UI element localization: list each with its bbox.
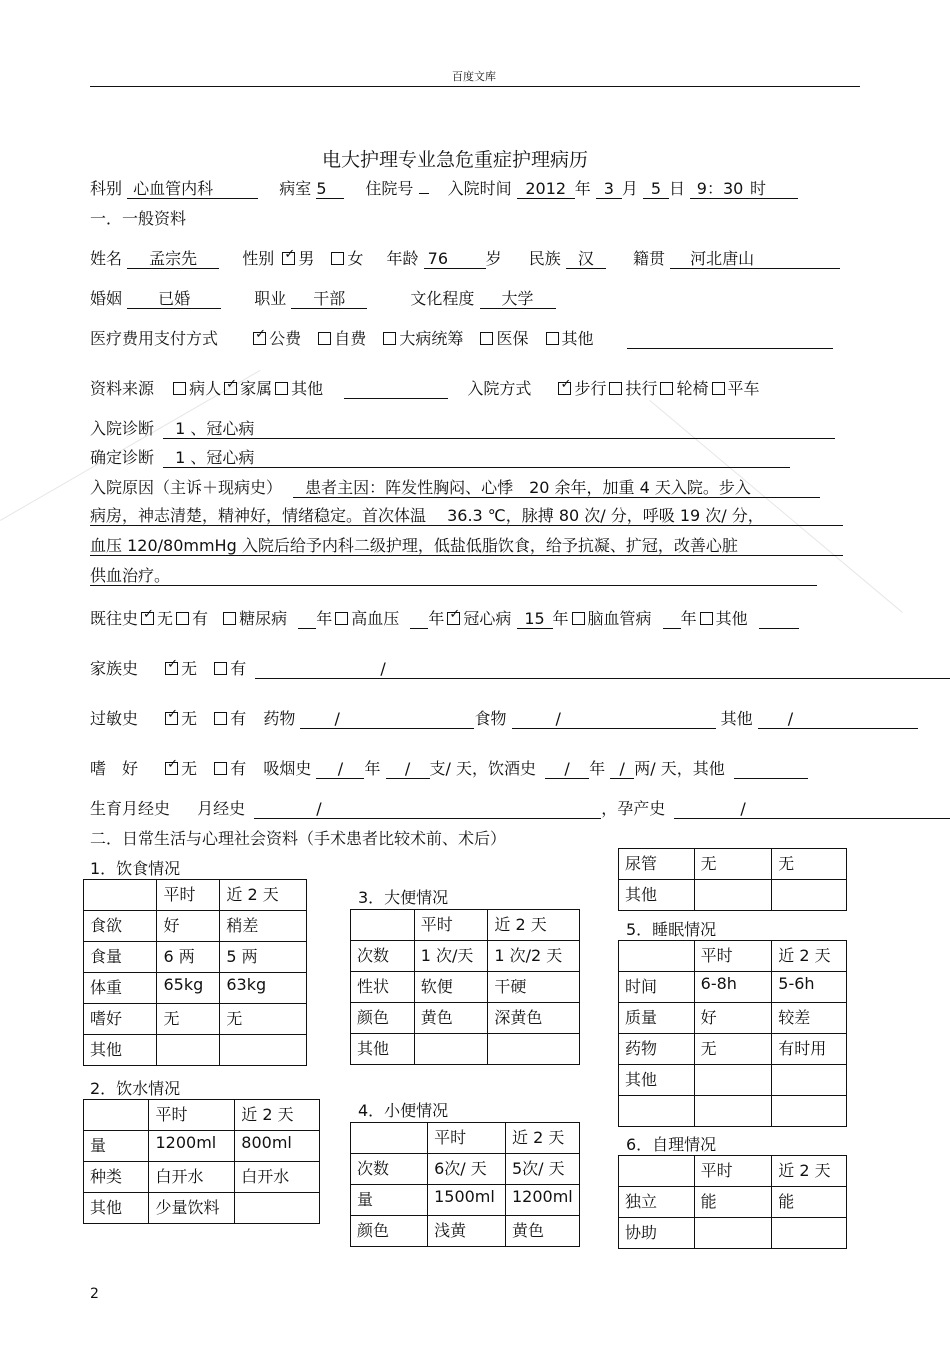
admit-option: 轮椅 [676,379,709,398]
payment-public-checkbox[interactable] [253,332,266,345]
chd-years[interactable]: 15 [517,610,553,629]
table-row [84,1004,307,1035]
allergy-food-label: 食物 [474,709,507,728]
family-has: 有 [230,659,247,678]
table-cell: 能 [694,1187,772,1218]
table-cell [619,1096,695,1127]
table-cell: 5次/ 天 [505,1154,579,1185]
table-cell: 药物 [619,1034,695,1065]
table-row [84,942,307,973]
reason-line-2[interactable]: 病房，神志清楚，精神好，情绪稳定。首次体温 36.3 ℃，脉搏 80 次/ 分，呼吸 19 次/ 分， [90,507,843,526]
hour-unit: 时 [750,180,798,199]
table-cell: 尿管 [619,849,695,880]
reason-row-2 [90,506,843,526]
drink-years[interactable]: / [545,760,589,779]
table-row [619,972,847,1003]
history-other-label: 其他 [715,609,748,628]
table-cell: 白开水 [149,1162,235,1193]
confirm-diagnosis-row [90,445,790,468]
table-cell: 近 2 天 [772,1156,847,1187]
table-row [84,1193,320,1224]
allergy-none: 无 [181,709,198,728]
table-cell [84,1100,149,1131]
table-cell: 深黄色 [488,1003,580,1034]
urine-title: 4．小便情况 [358,1101,449,1120]
admit-wheelchair-checkbox[interactable] [660,382,673,395]
year-unit: 年 [589,759,606,778]
table-cell: 协助 [619,1218,695,1249]
table-cell [351,1123,428,1154]
family-none-checkbox[interactable] [165,662,178,675]
family-label: 家族史 [90,659,139,678]
sleep-table [618,940,847,1127]
table-cell [694,880,772,911]
edu-label: 文化程度 [410,289,475,308]
name-label: 姓名 [90,249,123,268]
dept-label: 科别 [90,179,123,198]
history-other-checkbox[interactable] [700,612,713,625]
source-row [90,376,760,399]
page-number: 2 [90,1286,99,1302]
table-cell [772,1065,847,1096]
urine-table [350,1122,580,1247]
table-cell [235,1193,320,1224]
table-cell: 次数 [351,941,415,972]
table-row [84,911,307,942]
table-cell: 黄色 [505,1216,579,1247]
table-cell [772,1096,847,1127]
chd-label: 冠心病 [463,609,512,628]
table-cell: 6次/ 天 [428,1154,506,1185]
table-cell: 平时 [414,910,488,941]
table-row [619,880,847,911]
table-cell: 嗜好 [84,1004,157,1035]
table-cell [694,1218,772,1249]
reason-row-4 [90,566,817,586]
table-row [351,1003,580,1034]
habits-none: 无 [181,759,198,778]
table-row [619,1065,847,1096]
confirm-diagnosis-field[interactable]: 1 、冠心病 [163,449,790,468]
table-cell [772,1218,847,1249]
table-cell: 少量饮料 [149,1193,235,1224]
marital-field[interactable]: 已婚 [127,290,221,309]
payment-insurance-checkbox[interactable] [480,332,493,345]
diabetes-checkbox[interactable] [223,612,236,625]
table-cell: 其他 [619,880,695,911]
table-cell: 颜色 [351,1003,415,1034]
admit-option: 扶行 [625,379,658,398]
table-cell: 稍差 [220,911,307,942]
payment-option: 公费 [269,329,302,348]
smoke-count[interactable]: / [386,760,430,779]
dept-field[interactable]: 心血管内科 [127,180,258,199]
table-cell: 800ml [235,1131,320,1162]
habits-row [90,756,808,779]
inpatient-label: 住院号 [365,179,414,198]
confirm-diagnosis-label: 确定诊断 [90,448,155,467]
source-option: 病人 [189,379,222,398]
history-has-checkbox[interactable] [176,612,189,625]
habits-none-checkbox[interactable] [165,762,178,775]
table-cell: 食量 [84,942,157,973]
room-field[interactable]: 5 [316,180,344,199]
admit-hour[interactable]: 9：30 [690,180,750,199]
source-option: 家属 [240,379,273,398]
payment-option: 自费 [334,329,367,348]
table-cell: 独立 [619,1187,695,1218]
year-unit: 年 [680,609,697,628]
edu-field[interactable]: 大学 [480,290,556,309]
table-cell: 1 次/2 天 [488,941,580,972]
job-label: 职业 [254,289,287,308]
history-other-field[interactable] [759,610,799,629]
smoke-unit: 支/ 天，饮酒史 [429,759,537,778]
ethnic-label: 民族 [528,249,561,268]
water-title: 2．饮水情况 [90,1079,181,1098]
history-has: 有 [192,609,209,628]
table-cell: 较差 [772,1003,847,1034]
table-row [619,941,847,972]
table-cell: 次数 [351,1154,428,1185]
table-cell [619,941,695,972]
year-unit: 年 [574,179,591,198]
table-cell [772,880,847,911]
table-cell: 6 两 [157,942,220,973]
table-cell: 其他 [619,1065,695,1096]
table-cell: 能 [772,1187,847,1218]
table-cell: 种类 [84,1162,149,1193]
allergy-has-checkbox[interactable] [214,712,227,725]
header-site-name: 百度文库 [452,70,496,83]
allergy-label: 过敏史 [90,709,139,728]
table-row [84,973,307,1004]
table-cell: 近 2 天 [505,1123,579,1154]
table-row [351,1123,580,1154]
table-cell: 无 [772,849,847,880]
table-row [619,1003,847,1034]
table-cell: 其他 [84,1193,149,1224]
pregnancy-label: ，孕产史 [601,799,666,818]
payment-option: 大病统筹 [399,329,464,348]
allergy-food-field[interactable]: / [512,710,716,729]
table-row [84,1162,320,1193]
native-label: 籍贯 [632,249,665,268]
table-cell: 5-6h [772,972,847,1003]
menses-row [90,796,950,819]
admit-month[interactable]: 3 [596,180,622,199]
table-cell: 无 [220,1004,307,1035]
table-row [351,910,580,941]
history-row [90,606,799,629]
table-cell: 65kg [157,973,220,1004]
table-cell: 食欲 [84,911,157,942]
year-unit: 年 [316,609,333,628]
table-cell: 有时用 [772,1034,847,1065]
table-cell: 近 2 天 [772,941,847,972]
table-cell: 近 2 天 [235,1100,320,1131]
table-cell: 好 [157,911,220,942]
family-field[interactable]: / [255,660,950,679]
water-table [83,1099,320,1224]
source-patient-checkbox[interactable] [173,382,186,395]
table-cell: 软便 [414,972,488,1003]
pregnancy-field[interactable]: / [674,800,950,819]
admit-option: 平车 [727,379,760,398]
male-label: 男 [298,249,315,268]
marital-label: 婚姻 [90,289,123,308]
table-cell: 颜色 [351,1216,428,1247]
admit-day[interactable]: 5 [643,180,669,199]
day-unit: 日 [668,179,685,198]
sleep-title: 5．睡眠情况 [626,920,717,939]
table-row [351,972,580,1003]
payment-option: 其他 [561,329,594,348]
admit-mode-label: 入院方式 [467,379,532,398]
history-none-checkbox[interactable] [141,612,154,625]
table-cell: 63kg [220,973,307,1004]
allergy-has: 有 [230,709,247,728]
payment-major-checkbox[interactable] [383,332,396,345]
table-cell: 时间 [619,972,695,1003]
native-field[interactable]: 河北唐山 [670,250,840,269]
reason-label: 入院原因（主诉＋现病史） [90,478,283,497]
table-row [619,1156,847,1187]
admit-year[interactable]: 2012 [517,180,575,199]
allergy-other-label: 其他 [720,709,753,728]
table-cell: 黄色 [414,1003,488,1034]
table-cell [351,910,415,941]
table-cell: 无 [694,1034,772,1065]
stroke-checkbox[interactable] [572,612,585,625]
admit-walk-checkbox[interactable] [558,382,571,395]
table-cell [220,1035,307,1066]
section2-heading: 二．日常生活与心理社会资料（手术患者比较术前、术后） [90,829,507,848]
family-row [90,656,950,679]
month-unit: 月 [621,179,638,198]
inpatient-field[interactable] [419,193,429,194]
room-label: 病室 [279,179,312,198]
male-checkbox[interactable] [282,252,295,265]
smoke-years[interactable]: / [316,760,364,779]
menses-label: 月经史 [197,799,246,818]
payment-row [90,326,833,349]
allergy-drug-field[interactable]: / [300,710,474,729]
page-title: 电大护理专业急危重症护理病历 [322,149,589,171]
ethnic-field[interactable]: 汉 [566,250,606,269]
job-field[interactable]: 干部 [291,290,367,309]
section1-heading: 一．一般资料 [90,209,187,228]
table-cell: 1500ml [428,1185,506,1216]
allergy-none-checkbox[interactable] [165,712,178,725]
diabetes-years[interactable] [298,610,316,629]
table-cell: 1 次/天 [414,941,488,972]
table-cell: 干硬 [488,972,580,1003]
admit-time-label: 入院时间 [447,179,512,198]
year-unit: 年 [364,759,381,778]
reason-line-1[interactable]: 患者主因：阵发性胸闷、心悸 20 余年，加重 4 天入院。步入 [293,479,820,498]
table-cell: 质量 [619,1003,695,1034]
table-row [84,1131,320,1162]
table-cell [84,880,157,911]
drink-unit: 两/ 天，其他 [634,759,725,778]
identity-row [90,246,840,269]
table-cell: 5 两 [220,942,307,973]
smoke-label: 吸烟史 [263,759,312,778]
reason-row-1 [90,475,820,498]
table-cell: 近 2 天 [220,880,307,911]
female-label: 女 [347,249,364,268]
admit-diagnosis-label: 入院诊断 [90,419,155,438]
history-label: 既往史 [90,609,139,628]
hypertension-checkbox[interactable] [335,612,348,625]
table-cell [694,1096,772,1127]
table-row [84,1100,320,1131]
selfcare-table [618,1155,847,1249]
sex-label: 性别 [242,249,275,268]
marital-row [90,286,556,309]
table-cell: 量 [84,1131,149,1162]
selfcare-title: 6．自理情况 [626,1135,717,1154]
table-row [351,1154,580,1185]
admit-option: 步行 [574,379,607,398]
payment-self-checkbox[interactable] [318,332,331,345]
diet-title: 1．饮食情况 [90,859,181,878]
admit-diagnosis-row [90,416,835,439]
table-cell: 性状 [351,972,415,1003]
drink-amount[interactable]: / [610,760,634,779]
catheter-table [618,848,847,911]
year-unit: 年 [552,609,569,628]
table-cell [694,1065,772,1096]
habits-has: 有 [230,759,247,778]
table-cell: 好 [694,1003,772,1034]
allergy-other-field[interactable]: / [758,710,918,729]
table-cell: 6-8h [694,972,772,1003]
admit-assist-checkbox[interactable] [609,382,622,395]
table-cell: 无 [694,849,772,880]
allergy-row [90,706,918,729]
table-cell: 其他 [351,1034,415,1065]
source-label: 资料来源 [90,379,155,398]
table-cell: 量 [351,1185,428,1216]
payment-label: 医疗费用支付方式 [90,329,219,348]
family-has-checkbox[interactable] [214,662,227,675]
table-cell: 1200ml [505,1185,579,1216]
habits-label: 嗜 好 [90,759,139,778]
table-cell: 平时 [149,1100,235,1131]
allergy-drug-label: 药物 [263,709,296,728]
family-none: 无 [181,659,198,678]
table-cell [157,1035,220,1066]
table-row [351,1216,580,1247]
table-cell: 浅黄 [428,1216,506,1247]
table-cell [488,1034,580,1065]
source-family-checkbox[interactable] [224,382,237,395]
table-cell: 平时 [157,880,220,911]
admission-row [90,176,798,199]
age-unit: 岁 [485,249,502,268]
table-cell: 白开水 [235,1162,320,1193]
payment-other-checkbox[interactable] [546,332,559,345]
table-row [351,1185,580,1216]
diabetes-label: 糖尿病 [239,609,288,628]
table-row [619,1218,847,1249]
source-option: 其他 [291,379,324,398]
female-checkbox[interactable] [331,252,344,265]
table-cell [414,1034,488,1065]
admit-diagnosis-field[interactable]: 1 、冠心病 [163,420,835,439]
table-row [351,941,580,972]
table-cell [619,1156,695,1187]
table-row [84,880,307,911]
stroke-years[interactable] [663,610,681,629]
table-row [84,1035,307,1066]
table-cell: 体重 [84,973,157,1004]
hypertension-years[interactable] [410,610,428,629]
table-row [619,1096,847,1127]
table-cell: 1200ml [149,1131,235,1162]
habits-other-field[interactable] [734,760,808,779]
table-cell: 无 [157,1004,220,1035]
menses-field[interactable]: / [254,800,601,819]
age-label: 年龄 [386,249,419,268]
stroke-label: 脑血管病 [587,609,652,628]
chd-checkbox[interactable] [447,612,460,625]
admit-stretcher-checkbox[interactable] [712,382,725,395]
table-cell: 其他 [84,1035,157,1066]
name-field[interactable]: 孟宗先 [127,250,219,269]
source-other-checkbox[interactable] [275,382,288,395]
table-cell: 平时 [694,941,772,972]
diet-table [83,879,307,1066]
reproductive-label: 生育月经史 [90,799,171,818]
table-cell: 平时 [428,1123,506,1154]
table-row [351,1034,580,1065]
stool-title: 3．大便情况 [358,888,449,907]
reason-line-3[interactable]: 血压 120/80mmHg 入院后给予内科二级护理，低盐低脂饮食，给予抗凝、扩冠，改善心脏 [90,537,843,556]
history-none: 无 [157,609,174,628]
payment-option: 医保 [496,329,529,348]
table-row [619,849,847,880]
habits-has-checkbox[interactable] [214,762,227,775]
hypertension-label: 高血压 [351,609,400,628]
table-row [619,1034,847,1065]
header-rule [90,86,860,87]
payment-other-field[interactable] [627,330,833,349]
table-row [619,1187,847,1218]
table-cell: 近 2 天 [488,910,580,941]
reason-row-3 [90,536,843,556]
reason-line-4[interactable]: 供血治疗。 [90,567,817,586]
year-unit: 年 [428,609,445,628]
source-other-field[interactable] [344,380,448,399]
table-cell: 平时 [694,1156,772,1187]
age-field[interactable]: 76 [424,250,486,269]
stool-table [350,909,580,1065]
